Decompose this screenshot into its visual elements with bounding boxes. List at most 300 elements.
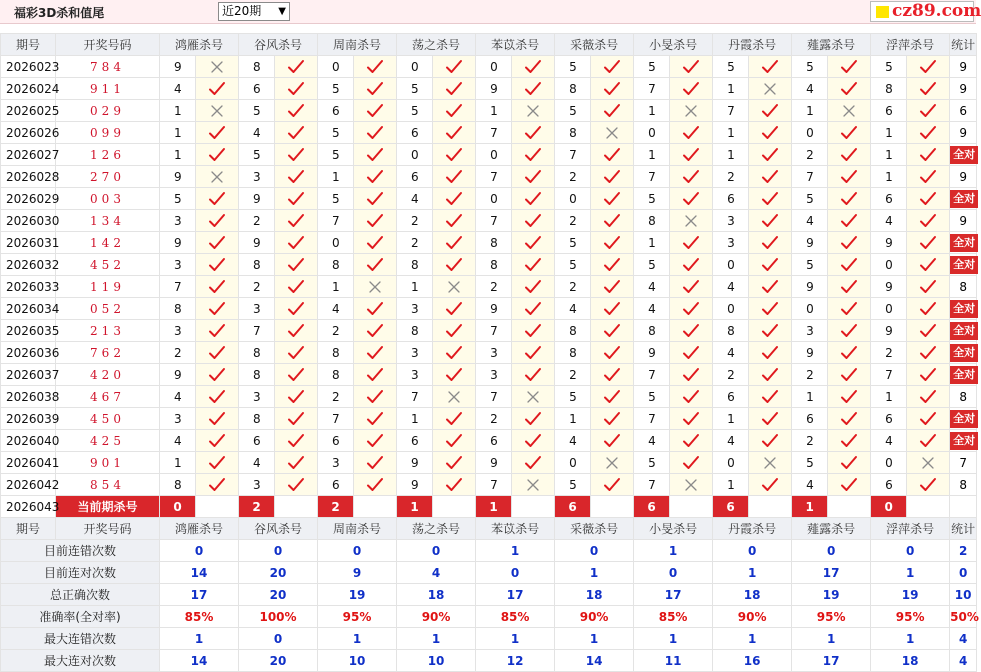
kill-number-cell: 8	[555, 342, 591, 364]
stat-value: 1	[713, 628, 792, 650]
check-icon	[512, 298, 555, 320]
kill-number-cell: 9	[160, 364, 196, 386]
stat-total: 50%	[950, 606, 977, 628]
period-cell: 2026024	[1, 78, 56, 100]
kill-number-table	[0, 33, 977, 672]
logo-square-icon	[876, 6, 889, 18]
check-icon	[275, 166, 318, 188]
stat-label: 目前连错次数	[1, 540, 160, 562]
kill-number-cell: 3	[160, 254, 196, 276]
all-correct-badge: 全对	[950, 190, 978, 208]
check-icon	[749, 364, 792, 386]
col-expert-header: 浮萍杀号	[871, 34, 950, 56]
current-kill-cell: 0	[871, 496, 907, 518]
cross-icon	[433, 276, 476, 298]
check-icon	[749, 100, 792, 122]
check-icon	[591, 166, 634, 188]
check-icon	[275, 210, 318, 232]
kill-number-cell: 6	[871, 408, 907, 430]
kill-number-cell: 2	[397, 232, 433, 254]
col-expert-header: 小旻杀号	[634, 518, 713, 540]
check-icon	[196, 210, 239, 232]
current-kill-cell: 1	[397, 496, 433, 518]
kill-number-cell: 9	[792, 232, 828, 254]
col-expert-header: 丹霞杀号	[713, 34, 792, 56]
check-icon	[828, 122, 871, 144]
kill-number-cell: 9	[871, 320, 907, 342]
check-icon	[512, 342, 555, 364]
check-icon	[670, 408, 713, 430]
page-title: 福彩3D杀和值尾	[14, 6, 105, 20]
period-cell: 2026034	[1, 298, 56, 320]
total-cell	[950, 188, 977, 210]
total-cell	[950, 452, 977, 474]
check-icon	[354, 166, 397, 188]
total-value: 9	[959, 59, 967, 74]
check-icon	[275, 342, 318, 364]
kill-number-cell: 8	[239, 56, 275, 78]
total-value: 6	[959, 103, 967, 118]
stat-value: 1	[792, 628, 871, 650]
total-cell	[950, 56, 977, 78]
table-row	[1, 210, 977, 232]
check-icon	[749, 188, 792, 210]
kill-number-cell: 5	[397, 78, 433, 100]
check-icon	[354, 210, 397, 232]
kill-number-cell: 0	[792, 298, 828, 320]
kill-number-cell: 9	[239, 232, 275, 254]
kill-number-cell: 0	[713, 254, 749, 276]
kill-number-cell: 5	[713, 56, 749, 78]
period-cell: 2026036	[1, 342, 56, 364]
check-icon	[591, 254, 634, 276]
kill-number-cell: 9	[239, 188, 275, 210]
stat-value: 18	[555, 584, 634, 606]
kill-number-cell: 2	[476, 408, 512, 430]
table-row	[1, 408, 977, 430]
cross-icon	[196, 166, 239, 188]
kill-number-cell: 5	[634, 254, 670, 276]
kill-number-cell: 6	[713, 188, 749, 210]
kill-number-cell: 8	[397, 254, 433, 276]
current-kill-cell: 0	[160, 496, 196, 518]
check-icon	[907, 210, 950, 232]
draw-number-cell: 052	[56, 298, 160, 320]
check-icon	[591, 144, 634, 166]
kill-number-cell: 1	[397, 408, 433, 430]
col-expert-header: 荡之杀号	[397, 34, 476, 56]
check-icon	[354, 100, 397, 122]
check-icon	[591, 232, 634, 254]
check-icon	[433, 100, 476, 122]
check-icon	[670, 430, 713, 452]
check-icon	[749, 254, 792, 276]
draw-number-cell: 213	[56, 320, 160, 342]
check-icon	[828, 56, 871, 78]
check-icon	[828, 78, 871, 100]
check-icon	[354, 386, 397, 408]
stat-value: 17	[476, 584, 555, 606]
col-total-header: 统计	[950, 518, 977, 540]
kill-number-cell: 7	[634, 474, 670, 496]
current-blank-cell	[591, 496, 634, 518]
check-icon	[512, 232, 555, 254]
check-icon	[512, 144, 555, 166]
check-icon	[907, 188, 950, 210]
col-expert-header: 荡之杀号	[397, 518, 476, 540]
kill-number-cell: 1	[871, 144, 907, 166]
kill-number-cell: 5	[555, 254, 591, 276]
stat-value: 0	[318, 540, 397, 562]
current-blank-cell	[196, 496, 239, 518]
period-cell: 2026029	[1, 188, 56, 210]
draw-number-cell: 425	[56, 430, 160, 452]
table-row	[1, 452, 977, 474]
header-row	[1, 34, 977, 56]
kill-number-cell: 2	[239, 210, 275, 232]
kill-number-cell: 2	[160, 342, 196, 364]
kill-number-cell: 8	[318, 254, 354, 276]
kill-number-cell: 4	[713, 430, 749, 452]
total-cell	[950, 298, 977, 320]
stat-value: 20	[239, 650, 318, 672]
kill-number-cell: 7	[555, 144, 591, 166]
check-icon	[907, 364, 950, 386]
kill-number-cell: 0	[871, 452, 907, 474]
check-icon	[591, 276, 634, 298]
kill-number-cell: 7	[397, 386, 433, 408]
kill-number-cell: 4	[634, 276, 670, 298]
current-blank-cell	[275, 496, 318, 518]
col-expert-header: 薤露杀号	[792, 518, 871, 540]
draw-number-cell: 901	[56, 452, 160, 474]
cross-icon	[196, 100, 239, 122]
stat-value: 4	[397, 562, 476, 584]
check-icon	[275, 56, 318, 78]
draw-number-cell: 134	[56, 210, 160, 232]
stat-value: 85%	[634, 606, 713, 628]
kill-number-cell: 5	[634, 452, 670, 474]
period-cell: 2026027	[1, 144, 56, 166]
stat-value: 18	[397, 584, 476, 606]
kill-number-cell: 9	[160, 166, 196, 188]
check-icon	[907, 474, 950, 496]
all-correct-badge: 全对	[950, 146, 978, 164]
period-cell: 2026031	[1, 232, 56, 254]
kill-number-cell: 1	[713, 144, 749, 166]
all-correct-badge: 全对	[950, 256, 978, 274]
check-icon	[907, 276, 950, 298]
check-icon	[907, 254, 950, 276]
check-icon	[512, 408, 555, 430]
kill-number-cell: 1	[871, 122, 907, 144]
kill-number-cell: 9	[792, 276, 828, 298]
total-cell	[950, 122, 977, 144]
stat-value: 85%	[160, 606, 239, 628]
check-icon	[512, 364, 555, 386]
stat-value: 1	[476, 628, 555, 650]
col-expert-header: 小旻杀号	[634, 34, 713, 56]
period-select[interactable]	[218, 2, 290, 21]
check-icon	[433, 188, 476, 210]
stat-total: 4	[950, 628, 977, 650]
kill-number-cell: 5	[634, 188, 670, 210]
current-blank-cell	[354, 496, 397, 518]
check-icon	[907, 78, 950, 100]
col-draw-header: 开奖号码	[56, 34, 160, 56]
period-cell: 2026025	[1, 100, 56, 122]
check-icon	[670, 342, 713, 364]
stat-label: 总正确次数	[1, 584, 160, 606]
stat-value: 9	[318, 562, 397, 584]
check-icon	[196, 386, 239, 408]
kill-number-cell: 4	[792, 210, 828, 232]
kill-number-cell: 8	[239, 254, 275, 276]
kill-number-cell: 7	[634, 408, 670, 430]
cross-icon	[670, 474, 713, 496]
draw-number-cell: 450	[56, 408, 160, 430]
kill-number-cell: 4	[239, 122, 275, 144]
kill-number-cell: 5	[792, 56, 828, 78]
stat-total: 4	[950, 650, 977, 672]
kill-number-cell: 0	[397, 56, 433, 78]
stat-value: 19	[871, 584, 950, 606]
stat-value: 0	[239, 540, 318, 562]
kill-number-cell: 7	[476, 210, 512, 232]
check-icon	[512, 78, 555, 100]
total-cell	[950, 232, 977, 254]
check-icon	[591, 386, 634, 408]
check-icon	[275, 408, 318, 430]
kill-number-cell: 7	[318, 408, 354, 430]
check-icon	[196, 342, 239, 364]
draw-number-cell: 784	[56, 56, 160, 78]
kill-number-cell: 4	[239, 452, 275, 474]
check-icon	[907, 122, 950, 144]
kill-number-cell: 8	[555, 320, 591, 342]
kill-number-cell: 8	[476, 254, 512, 276]
check-icon	[907, 386, 950, 408]
check-icon	[591, 210, 634, 232]
total-cell	[950, 386, 977, 408]
total-cell	[950, 254, 977, 276]
period-cell: 2026023	[1, 56, 56, 78]
kill-number-cell: 2	[713, 364, 749, 386]
check-icon	[354, 232, 397, 254]
stat-row	[1, 650, 977, 672]
kill-number-cell: 0	[871, 298, 907, 320]
check-icon	[749, 210, 792, 232]
stat-row	[1, 562, 977, 584]
kill-number-cell: 0	[555, 188, 591, 210]
stat-value: 95%	[871, 606, 950, 628]
check-icon	[828, 474, 871, 496]
check-icon	[275, 276, 318, 298]
total-cell	[950, 430, 977, 452]
col-total-header: 统计	[950, 34, 977, 56]
period-cell: 2026040	[1, 430, 56, 452]
check-icon	[433, 254, 476, 276]
kill-number-cell: 4	[318, 298, 354, 320]
cross-icon	[591, 452, 634, 474]
check-icon	[670, 276, 713, 298]
check-icon	[433, 210, 476, 232]
kill-number-cell: 1	[160, 122, 196, 144]
table-row	[1, 430, 977, 452]
kill-number-cell: 6	[318, 100, 354, 122]
stat-value: 85%	[476, 606, 555, 628]
check-icon	[591, 100, 634, 122]
kill-number-cell: 6	[318, 474, 354, 496]
kill-number-cell: 8	[160, 298, 196, 320]
kill-number-cell: 9	[792, 342, 828, 364]
stat-value: 1	[476, 540, 555, 562]
cross-icon	[670, 100, 713, 122]
stat-value: 1	[397, 628, 476, 650]
check-icon	[275, 122, 318, 144]
draw-number-cell: 099	[56, 122, 160, 144]
kill-number-cell: 0	[792, 122, 828, 144]
kill-number-cell: 3	[318, 452, 354, 474]
all-correct-badge: 全对	[950, 234, 978, 252]
kill-number-cell: 9	[871, 276, 907, 298]
kill-number-cell: 5	[555, 56, 591, 78]
check-icon	[196, 474, 239, 496]
check-icon	[828, 452, 871, 474]
check-icon	[749, 430, 792, 452]
check-icon	[196, 298, 239, 320]
check-icon	[828, 188, 871, 210]
kill-number-cell: 8	[239, 342, 275, 364]
check-icon	[354, 474, 397, 496]
check-icon	[749, 298, 792, 320]
kill-number-cell: 5	[792, 188, 828, 210]
check-icon	[828, 364, 871, 386]
logo-text: cz89.com	[892, 1, 981, 21]
period-cell: 2026028	[1, 166, 56, 188]
stat-value: 17	[634, 584, 713, 606]
check-icon	[196, 430, 239, 452]
total-value: 9	[959, 81, 967, 96]
stat-total: 2	[950, 540, 977, 562]
check-icon	[907, 56, 950, 78]
total-cell	[950, 276, 977, 298]
draw-number-cell: 270	[56, 166, 160, 188]
site-logo[interactable]	[870, 1, 981, 22]
cross-icon	[512, 386, 555, 408]
kill-number-cell: 1	[713, 474, 749, 496]
check-icon	[354, 298, 397, 320]
col-period-header: 期号	[1, 518, 56, 540]
check-icon	[907, 232, 950, 254]
stat-value: 100%	[239, 606, 318, 628]
cross-icon	[512, 100, 555, 122]
check-icon	[196, 452, 239, 474]
table-row	[1, 474, 977, 496]
draw-number-cell: 854	[56, 474, 160, 496]
kill-number-cell: 4	[160, 386, 196, 408]
kill-number-cell: 8	[318, 364, 354, 386]
col-expert-header: 周南杀号	[318, 518, 397, 540]
kill-number-cell: 1	[160, 452, 196, 474]
col-expert-header: 谷风杀号	[239, 34, 318, 56]
kill-number-cell: 7	[160, 276, 196, 298]
draw-number-cell: 762	[56, 342, 160, 364]
kill-number-cell: 7	[634, 166, 670, 188]
stat-value: 95%	[318, 606, 397, 628]
kill-number-cell: 6	[397, 122, 433, 144]
stat-value: 1	[160, 628, 239, 650]
kill-number-cell: 5	[318, 78, 354, 100]
kill-number-cell: 0	[634, 122, 670, 144]
kill-number-cell: 9	[160, 232, 196, 254]
chevron-down-icon: ▼	[278, 6, 286, 17]
kill-number-cell: 3	[160, 408, 196, 430]
check-icon	[354, 254, 397, 276]
check-icon	[828, 166, 871, 188]
kill-number-cell: 6	[476, 430, 512, 452]
stat-label: 目前连对次数	[1, 562, 160, 584]
period-cell: 2026038	[1, 386, 56, 408]
check-icon	[907, 166, 950, 188]
kill-number-cell: 0	[318, 232, 354, 254]
kill-number-cell: 3	[160, 210, 196, 232]
kill-number-cell: 0	[397, 144, 433, 166]
kill-number-cell: 9	[476, 78, 512, 100]
current-blank-cell	[433, 496, 476, 518]
check-icon	[670, 364, 713, 386]
current-blank-cell	[749, 496, 792, 518]
check-icon	[670, 78, 713, 100]
stat-value: 17	[792, 562, 871, 584]
check-icon	[196, 232, 239, 254]
current-period-row	[1, 496, 977, 518]
current-blank-cell	[512, 496, 555, 518]
check-icon	[354, 188, 397, 210]
kill-number-cell: 8	[239, 408, 275, 430]
kill-number-cell: 0	[476, 188, 512, 210]
check-icon	[275, 298, 318, 320]
check-icon	[275, 232, 318, 254]
kill-number-cell: 4	[792, 474, 828, 496]
kill-number-cell: 2	[555, 210, 591, 232]
check-icon	[749, 474, 792, 496]
check-icon	[433, 122, 476, 144]
stat-value: 14	[555, 650, 634, 672]
kill-number-cell: 2	[318, 386, 354, 408]
kill-number-cell: 4	[792, 78, 828, 100]
current-blank-cell	[828, 496, 871, 518]
top-bar	[0, 0, 981, 24]
check-icon	[196, 78, 239, 100]
total-cell	[950, 166, 977, 188]
check-icon	[196, 188, 239, 210]
check-icon	[828, 386, 871, 408]
check-icon	[591, 56, 634, 78]
check-icon	[433, 232, 476, 254]
check-icon	[433, 298, 476, 320]
kill-number-cell: 6	[871, 188, 907, 210]
stat-value: 0	[792, 540, 871, 562]
check-icon	[749, 342, 792, 364]
stat-value: 1	[555, 628, 634, 650]
check-icon	[828, 210, 871, 232]
current-blank-cell	[670, 496, 713, 518]
table-row	[1, 276, 977, 298]
stat-value: 1	[634, 540, 713, 562]
check-icon	[196, 320, 239, 342]
kill-number-cell: 3	[713, 232, 749, 254]
